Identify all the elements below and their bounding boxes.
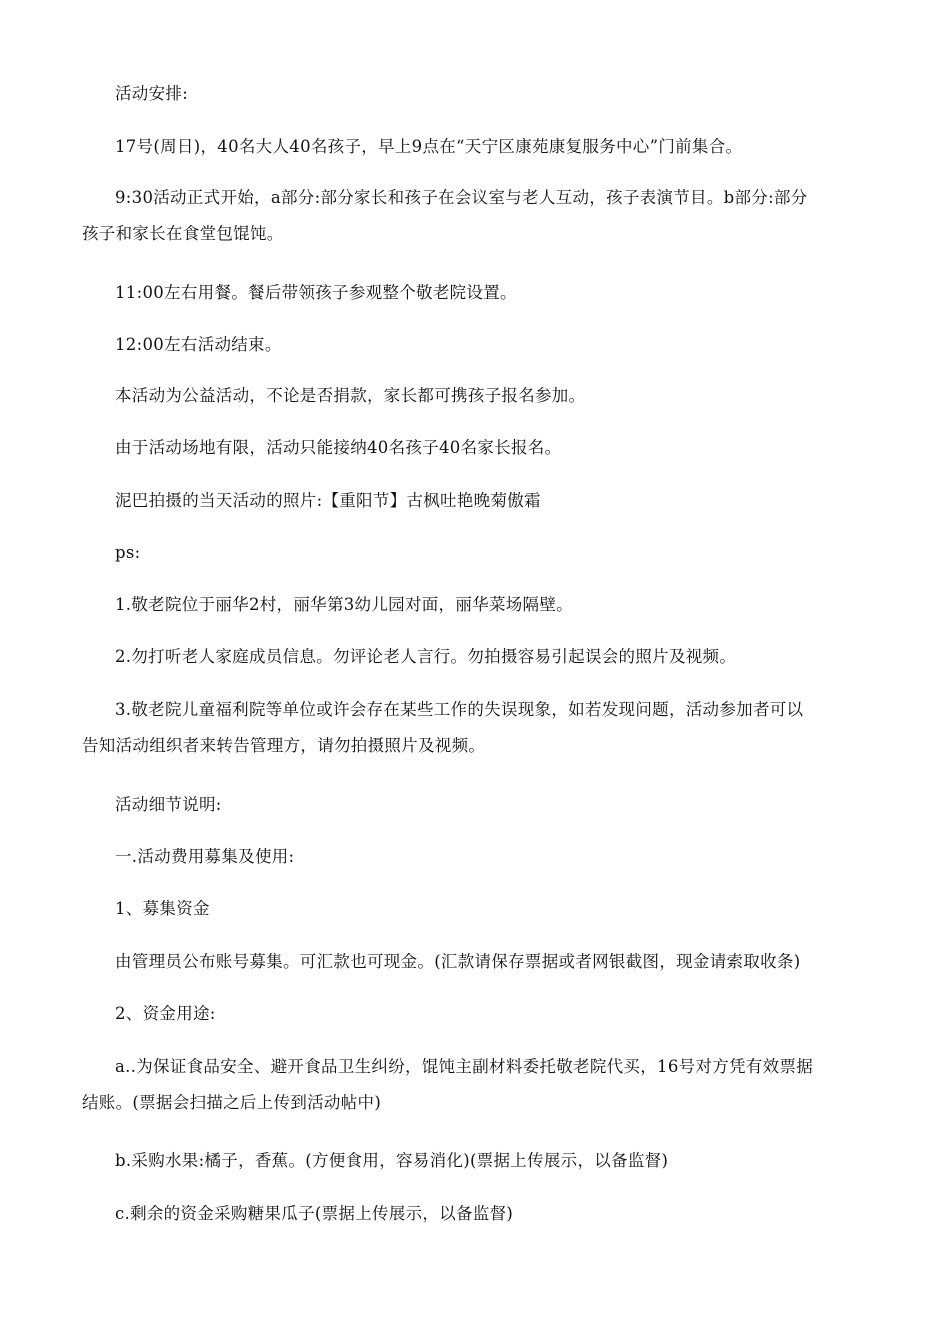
text-line: 2、资金用途: <box>115 1004 216 1023</box>
text-line: 3.敬老院儿童福利院等单位或许会存在某些工作的失误现象，如若发现问题，活动参加者可以 <box>115 700 804 719</box>
text-line: 17号(周日)，40名大人40名孩子，早上9点在“天宁区康苑康复服务中心”门前集合。 <box>115 137 743 156</box>
text-line: ps: <box>115 543 141 562</box>
text-line: 1、募集资金 <box>115 899 210 918</box>
text-line: 孩子和家长在食堂包馄饨。 <box>82 224 284 243</box>
text-line: 活动细节说明: <box>115 795 222 814</box>
paragraph-ps-heading <box>82 535 872 571</box>
text-line: 告知活动组织者来转告管理方，请勿拍摄照片及视频。 <box>82 736 486 755</box>
paragraph-activity-start <box>82 180 872 252</box>
text-line: 由于活动场地有限，活动只能接纳40名孩子40名家长报名。 <box>115 438 562 457</box>
text-line: a..为保证食品安全、避开食品卫生纠纷，馄饨主副材料委托敬老院代买，16号对方凭有效票据 <box>115 1057 814 1076</box>
paragraph-activity-schedule-heading <box>82 76 872 112</box>
text-line: 12:00左右活动结束。 <box>115 335 282 354</box>
text-line: c.剩余的资金采购糖果瓜子(票据上传展示，以备监督) <box>115 1204 514 1223</box>
paragraph-ps-item-1 <box>82 587 872 623</box>
text-line: 9:30活动正式开始，a部分:部分家长和孩子在会议室与老人互动，孩子表演节目。b部分:部分 <box>115 188 808 207</box>
paragraph-activity-end <box>82 327 872 363</box>
paragraph-usage-item-a <box>82 1049 872 1121</box>
text-line: 活动安排: <box>115 84 189 103</box>
paragraph-fund-raising-method <box>82 944 872 980</box>
text-line: 11:00左右用餐。餐后带领孩子参观整个敬老院设置。 <box>115 283 517 302</box>
text-line: 由管理员公布账号募集。可汇款也可现金。(汇款请保存票据或者网银截图，现金请索取收条) <box>115 952 801 971</box>
paragraph-usage-item-b <box>82 1143 872 1179</box>
paragraph-charity-note <box>82 378 872 414</box>
text-line: 一.活动费用募集及使用: <box>115 847 295 866</box>
text-line: b.采购水果:橘子，香蕉。(方便食用，容易消化)(票据上传展示，以备监督) <box>115 1151 669 1170</box>
text-line: 结账。(票据会扫描之后上传到活动帖中) <box>82 1093 382 1112</box>
paragraph-ps-item-3 <box>82 692 872 764</box>
text-line: 泥巴拍摄的当天活动的照片:【重阳节】古枫吐艳晚菊傲霜 <box>115 491 541 510</box>
paragraph-photo-note <box>82 483 872 519</box>
text-line: 2.勿打听老人家庭成员信息。勿评论老人言行。勿拍摄容易引起误会的照片及视频。 <box>115 647 737 666</box>
paragraph-usage-item-c <box>82 1196 872 1232</box>
paragraph-lunch <box>82 275 872 311</box>
paragraph-details-heading <box>82 787 872 823</box>
paragraph-fund-raising <box>82 891 872 927</box>
paragraph-ps-item-2 <box>82 639 872 675</box>
paragraph-gathering-info <box>82 129 872 165</box>
text-line: 1.敬老院位于丽华2村，丽华第3幼儿园对面，丽华菜场隔壁。 <box>115 595 573 614</box>
paragraph-funding-heading <box>82 839 872 875</box>
paragraph-capacity-note <box>82 430 872 466</box>
text-line: 本活动为公益活动，不论是否捐款，家长都可携孩子报名参加。 <box>115 386 586 405</box>
paragraph-fund-usage <box>82 996 872 1032</box>
